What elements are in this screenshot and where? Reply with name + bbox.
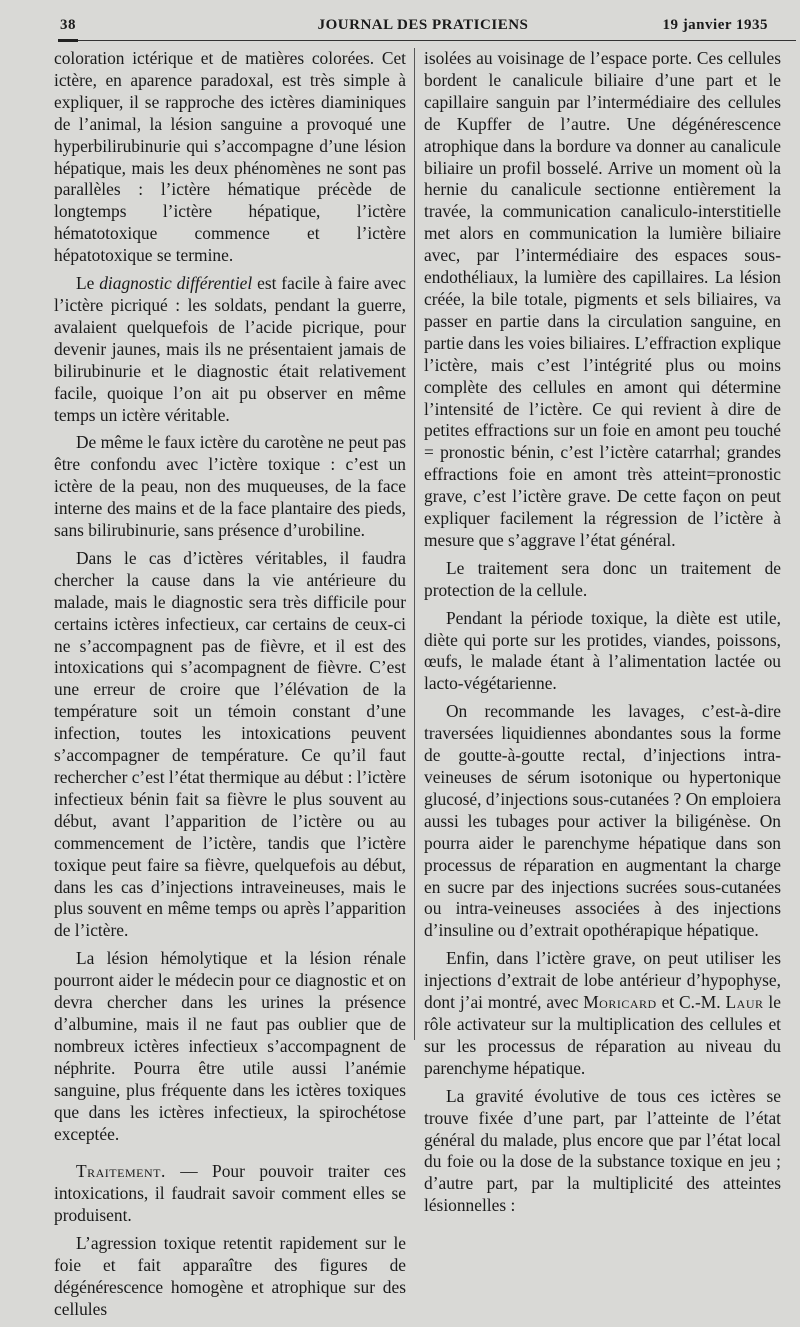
author-name: Moricard: [583, 992, 657, 1013]
page-header: [60, 14, 786, 38]
paragraph: Dans le cas d’ictères véritables, il faudra chercher la cause dans la vie antérieure du malade, mais le diagnostic sera très difficile pour certains ictères infectieux, car certains de ceux-ci ne s’accompagnent pas de fièvre, et il est des intoxications qui s’acompagnent de fièvre. C’est une erreur de croire que l’élévation de la température soit un témoin constant d’une infection, toutes les intoxications peuvent s’accompagner de température. Ce qu’il faut rechercher c’est l’état thermique au début : l’ictère infectieux bénin fait sa fièvre le plus souvent au début, avant l’apparition de l’ictère ou au commencement de l’ictère, tandis que l’ictère toxique peut faire sa fièvre, quelquefois au début, dans les cas d’injections intraveineuses, mais le plus souvent en même temps ou après l’apparition de l’ictère.: [54, 547, 406, 941]
paragraph: La lésion hémolytique et la lésion rénale pourront aider le médecin pour ce diagnostic et on devra chercher dans les urines la présence d’albumine, mais il ne faut pas oublier que de nombreux ictères infectieux s’accompagnent de néphrite. Pourra être utile aussi l’anémie sanguine, plus fréquente dans les ictères toxiques que dans les ictères infectieux, la spirochétose exceptée.: [54, 948, 406, 1144]
paragraph: [54, 273, 406, 426]
paragraph-lead: Enfin, dans l’ictère grave, on peut utiliser les injections d’extrait de lobe antérieur d’hypophyse, dont j’ai montré, avec: [424, 948, 781, 1013]
conjunction: et C.-M.: [656, 992, 726, 1013]
paragraph: Le traitement sera donc un traitement de protection de la cellule.: [424, 557, 781, 600]
paragraph: Pendant la période toxique, la diète est utile, diète qui porte sur les protides, viandes, poissons, œufs, le malade étant à l’alimentation lactée ou lacto-végétarienne.: [424, 607, 781, 694]
left-column: [54, 48, 406, 1327]
paragraph: L’agression toxique retentit rapidement sur le foie et fait apparaître des figures de dégénérescence homogène et atrophique sur des cellules: [54, 1233, 406, 1319]
author-name: Laur: [725, 992, 764, 1013]
paragraph: isolées au voisinage de l’espace porte. Ces cellules bordent le canalicule biliaire d’une part et le capillaire sanguin par l’intermédiaire des cellules de Kupffer de l’autre. Une dégénérescence atrophique dans la bordure va donner au canalicule biliaire un profil bosselé. Arrive un moment où la hernie du canalicule sectionne entièrement la travée, la communication canaliculo-interstitielle met alors en communication la lumière biliaire avec, par l’intermédiaire des espaces sous-endothéliaux, la lumière des capillaires. La lésion créée, la bile totale, pigments et sels biliaires, va passer en partie dans la circulation sanguine, en partie dans les voies biliaires. L’effraction explique l’ictère, mais c’est l’intégrité plus ou moins complète des cellules en amont qui détermine l’intensité de l’ictère. Ce qui revient à dire de petites effractions sur un foie en amont peu touché = pronostic bénin, c’est l’ictère catarrhal; grandes effractions foie en amont très atteint=pronostic grave, c’est l’ictère grave. De cette façon on peut expliquer facilement la régression de l’ictère à mesure que s’aggrave l’état général.: [424, 48, 781, 550]
emphasis: diagnostic différentiel: [99, 273, 253, 294]
paragraph: [424, 948, 781, 1079]
header-rule-mark: [58, 39, 78, 42]
page-number: 38: [60, 17, 76, 33]
paragraph-body: le rôle activateur sur la multiplication des cellules et sur les processus de réparation au niveau du parenchyme hépatique.: [424, 992, 781, 1078]
right-column: [424, 48, 781, 1223]
section-heading: Traitement.: [76, 1161, 166, 1182]
paragraph: La gravité évolutive de tous ces ictères se trouve fixée d’une part, par l’atteinte de l’état général du malade, plus encore que par l’état local du foie ou la dose de la substance toxique en jeu ; d’autre part, par la multiplicité des atteintes lésionnelles :: [424, 1085, 781, 1216]
paragraph-lead: Le: [76, 273, 100, 294]
paragraph: On recommande les lavages, c’est-à-dire traversées liquidiennes abondantes sous la forme de goutte-à-goutte rectal, d’injections intra-veineuses de sérum isotonique ou hypertonique glucosé, d’injections sous-cutanées ? On emploiera aussi les tubages pour activer la biligénèse. On pourra aider le parenchyme hépatique dans son processus de réparation en augmentant la charge en sucre par des injections sucrées sous-cutanées ou intra-veineuses associées à des injections d’insuline ou d’extrait opothérapique hépatique.: [424, 701, 781, 941]
paragraph-body: avec l’ictère picriqué : les soldats, pendant la guerre, avalaient quelquefois de l’acide picrique, pour devenir jaunes, mais ils ne présentaient jamais de bilirubinurie et le diagnostic était relativement facile, quoique l’on ait pu observer en même temps un ictère véritable.: [54, 273, 406, 425]
paragraph-body: Pour pouvoir traiter ces intoxications, il faudrait savoir comment elles se produisent.: [54, 1161, 406, 1226]
paragraph: De même le faux ictère du carotène ne peut pas être confondu avec l’ictère toxique : c’est un ictère de la peau, non des muqueuses, de la face interne des mains et de la face plantaire des pieds, sans bilirubinurie, sans présence d’urobiline.: [54, 432, 406, 541]
paragraph: coloration ictérique et de matières colorées. Cet ictère, en aparence paradoxal, est très simple à expliquer, il se rapproche des ictères diaminiques de l’animal, la lésion sanguine a provoqué une hyperbilirubinurie qui s’accompagne d’une lésion hépatique, mais les deux phénomènes ne sont pas parallèles : l’ictère hématique précède de longtemps l’ictère hépatique, l’ictère hématotoxique commence et l’ictère hépatotoxique se termine.: [54, 48, 406, 266]
paragraph-lead: est facile à faire: [252, 273, 370, 294]
header-rule: [58, 40, 796, 41]
issue-date: 19 janvier 1935: [662, 17, 768, 33]
journal-title: JOURNAL DES PRATICIENS: [317, 17, 529, 33]
dash: —: [165, 1161, 213, 1182]
column-divider: [414, 48, 415, 1040]
paragraph: [54, 1161, 406, 1227]
